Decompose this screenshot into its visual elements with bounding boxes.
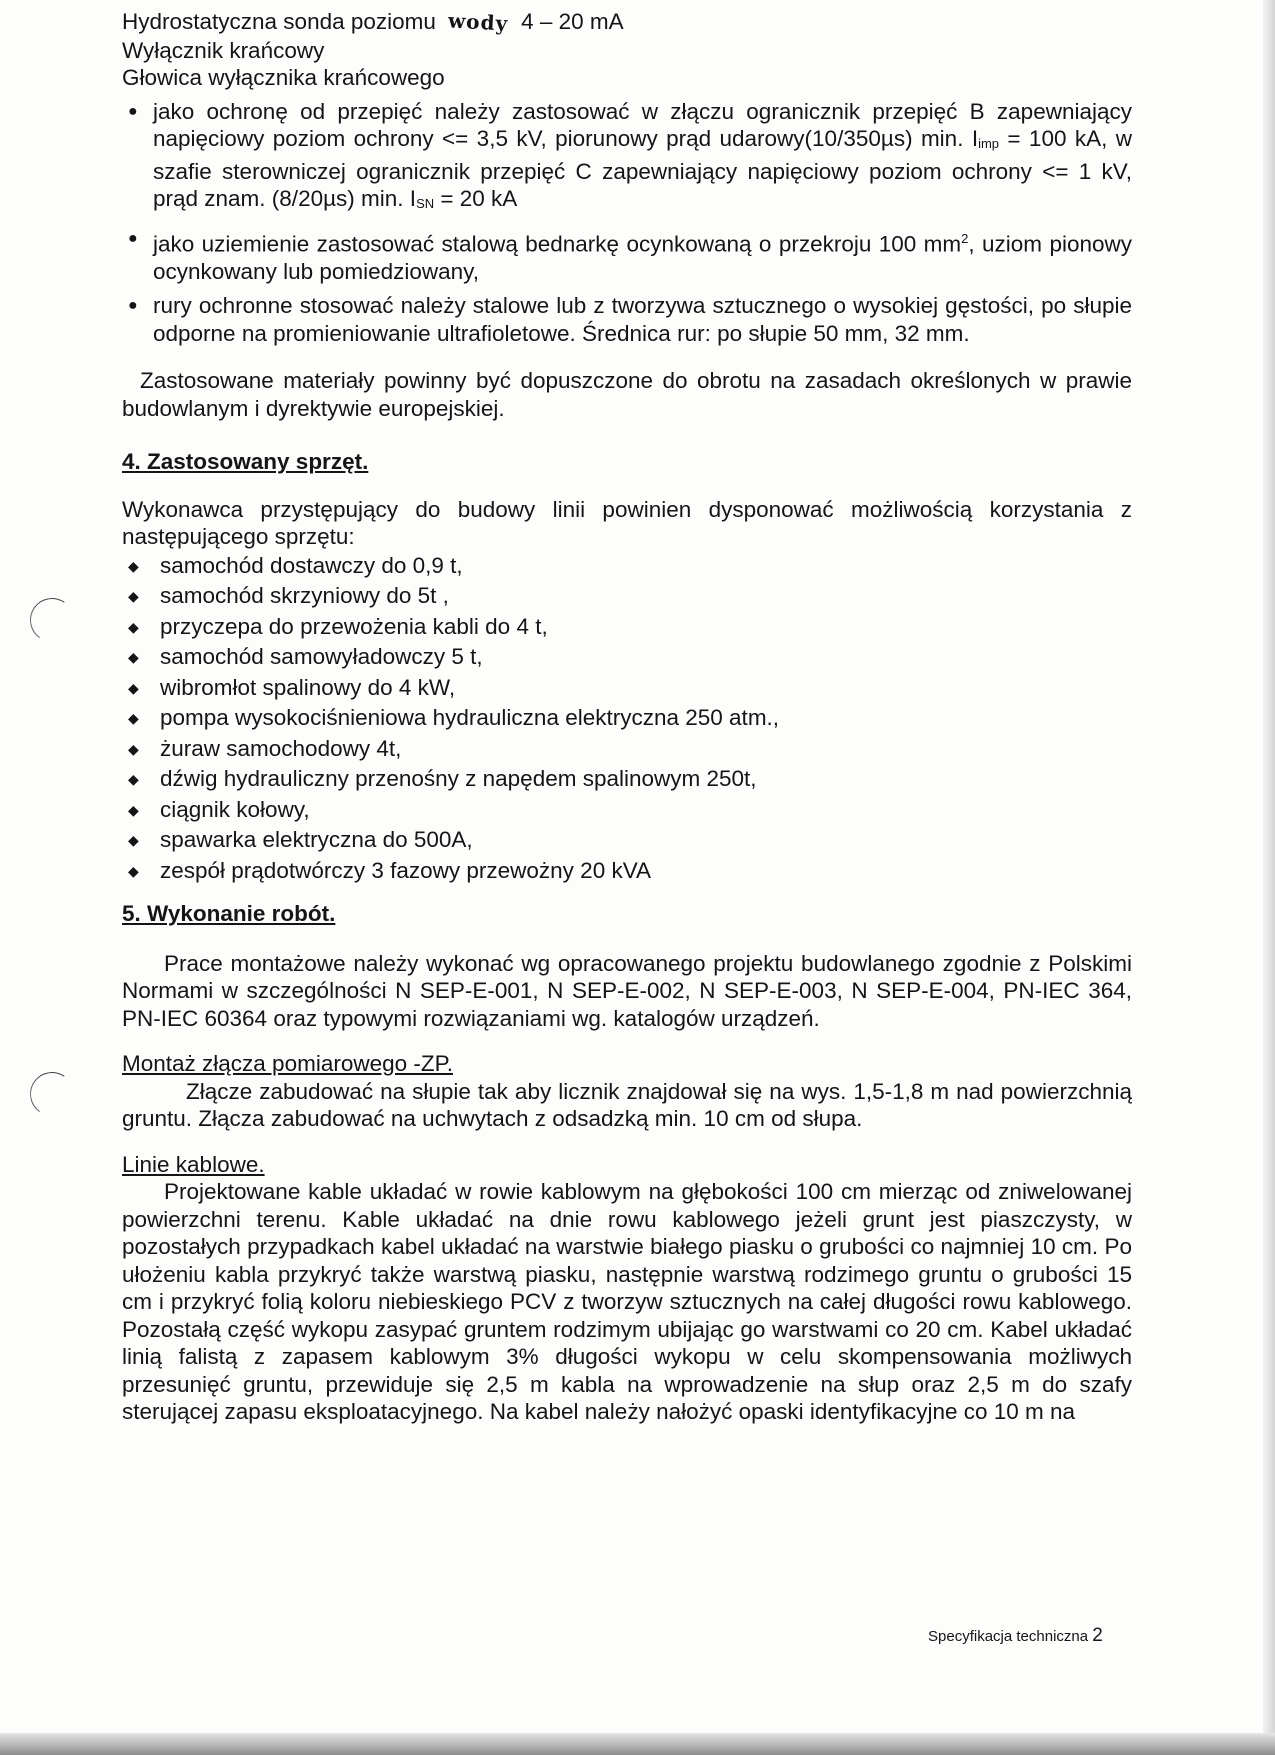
equipment-item: ◆ ciągnik kołowy, (122, 795, 1132, 826)
zp-paragraph: Złącze zabudować na słupie tak aby licznik znajdował się na wys. 1,5-1,8 m nad powierzchnią gruntu. Złącza zabudować na uchwytach z odsadzką min. 10 cm od słupa. (122, 1078, 1132, 1131)
scan-bottom-edge (0, 1733, 1275, 1755)
sonda-prefix: Hydrostatyczna sonda poziomu (122, 9, 436, 34)
section-5-intro: Prace montażowe należy wykonać wg opracowanego projektu budowlanego zgodnie z Polskimi Normami w szczególności N SEP-E-001, N SEP-E-002, N SEP-E-003, N SEP-E-004, PN-IEC 364, PN-IEC 60364 oraz typowymi rozwiązaniami wg. katalogów urządzeń. (122, 950, 1132, 1031)
requirements-list (122, 98, 1132, 348)
materials-paragraph: Zastosowane materiały powinny być dopuszczone do obrotu na zasadach określonych w prawie budowlanym i dyrektywie europejskiej. (122, 368, 1132, 421)
equipment-item: ◆ zespół prądotwórczy 3 fazowy przewożny 20 kVA (122, 856, 1132, 887)
section-4-heading: 4. Zastosowany sprzęt. (122, 449, 369, 474)
sonda-suffix: 4 – 20 mA (521, 9, 624, 34)
zp-subheading: Montaż złącza pomiarowego -ZP. (122, 1051, 453, 1076)
page-footer (928, 1625, 1103, 1647)
equipment-list (122, 551, 1132, 887)
equipment-item: ◆ przyczepa do przewożenia kabli do 4 t, (122, 612, 1132, 643)
equipment-item: ◆ spawarka elektryczna do 500A, (122, 825, 1132, 856)
handwritten-annotation: wody (447, 8, 510, 36)
punch-hole-mark-upper (27, 595, 78, 646)
document-body (122, 8, 1132, 1426)
equipment-item: ◆ pompa wysokociśnieniowa hydrauliczna elektryczna 250 atm., (122, 703, 1132, 734)
cable-lines-subheading: Linie kablowe. (122, 1151, 265, 1177)
footer-label: Specyfikacja techniczna (928, 1628, 1089, 1645)
equipment-item: ◆ samochód skrzyniowy do 5t , (122, 581, 1132, 612)
bullet-protective-pipes: ● rury ochronne stosować należy stalowe lub z tworzywa sztucznego o wysokiej gęstości, po słupie odporne na promieniowanie ultrafioletowe. Średnica rur: po słupie 50 mm, 32 mm. (122, 292, 1132, 347)
equipment-item: ◆ żuraw samochodowy 4t, (122, 734, 1132, 765)
section-4-intro: Wykonawca przystępujący do budowy linii powinien dysponować możliwością korzystania z następującego sprzętu: (122, 496, 1132, 549)
wylacznik-line: Wyłącznik krańcowy (122, 37, 325, 63)
punch-hole-mark-lower (27, 1069, 78, 1120)
equipment-item: ◆ dźwig hydrauliczny przenośny z napędem spalinowym 250t, (122, 764, 1132, 795)
section-5-heading: 5. Wykonanie robót. (122, 901, 336, 926)
cable-lines-paragraph: Projektowane kable układać w rowie kablowym na głębokości 100 cm mierząc od zniwelowanej powierzchni terenu. Kable układać na dnie rowu kablowego jeżeli grunt jest piaszczysty, w pozostałych przypadkach kabel układać na warstwie białego piasku o grubości co najmniej 10 cm. Po ułożeniu kabla przykryć także warstwą piasku, następnie warstwą rodzimego gruntu o grubości 15 cm i przykryć folią koloru niebieskiego PCV z tworzyw sztucznych na całej długości rowu kablowego. Pozostałą część wykopu zasypać gruntem rodzimym ubijając go warstwami co 20 cm. Kabel układać linią falistą z zapasem kablowym 3% długości wykopu w celu skompensowania możliwych przesunięć gruntu, przewiduje się 2,5 m kabla na wprowadzenie na słup oraz 2,5 m do szafy sterującej zapasu eksploatacyjnego. Na kabel należy nałożyć opaski identyfikacyjne co 10 m na (122, 1179, 1132, 1424)
equipment-item: ◆ samochód dostawczy do 0,9 t, (122, 551, 1132, 582)
page-number: 2 (1092, 1625, 1103, 1646)
equipment-item: ◆ samochód samowyładowczy 5 t, (122, 642, 1132, 673)
glowica-line: Głowica wyłącznika krańcowego (122, 65, 445, 90)
scan-right-edge (1263, 0, 1275, 1755)
bullet-grounding: ● jako uziemienie zastosować stalową bednarkę ocynkowaną o przekroju 100 $mm^2$, uziom pionowy ocynkowany lub pomiedziowany, (122, 225, 1132, 286)
sonda-line (122, 8, 1132, 37)
equipment-item: ◆ wibromłot spalinowy do 4 kW, (122, 673, 1132, 704)
bullet-surge-protection: ● jako ochronę od przepięć należy zastosować w złączu ogranicznik przepięć B zapewniający napięciowy poziom ochrony <= 3,5 kV, piorunowy prąd udarowy(10/350µs) min. $I_{imp} = 100$ kA, w szafie sterowniczej ogranicznik przepięć C zapewniający napięciowy poziom ochrony <= 1 kV, prąd znam. (8/20µs) min. $I_{SN} = 20$ kA (122, 98, 1132, 218)
